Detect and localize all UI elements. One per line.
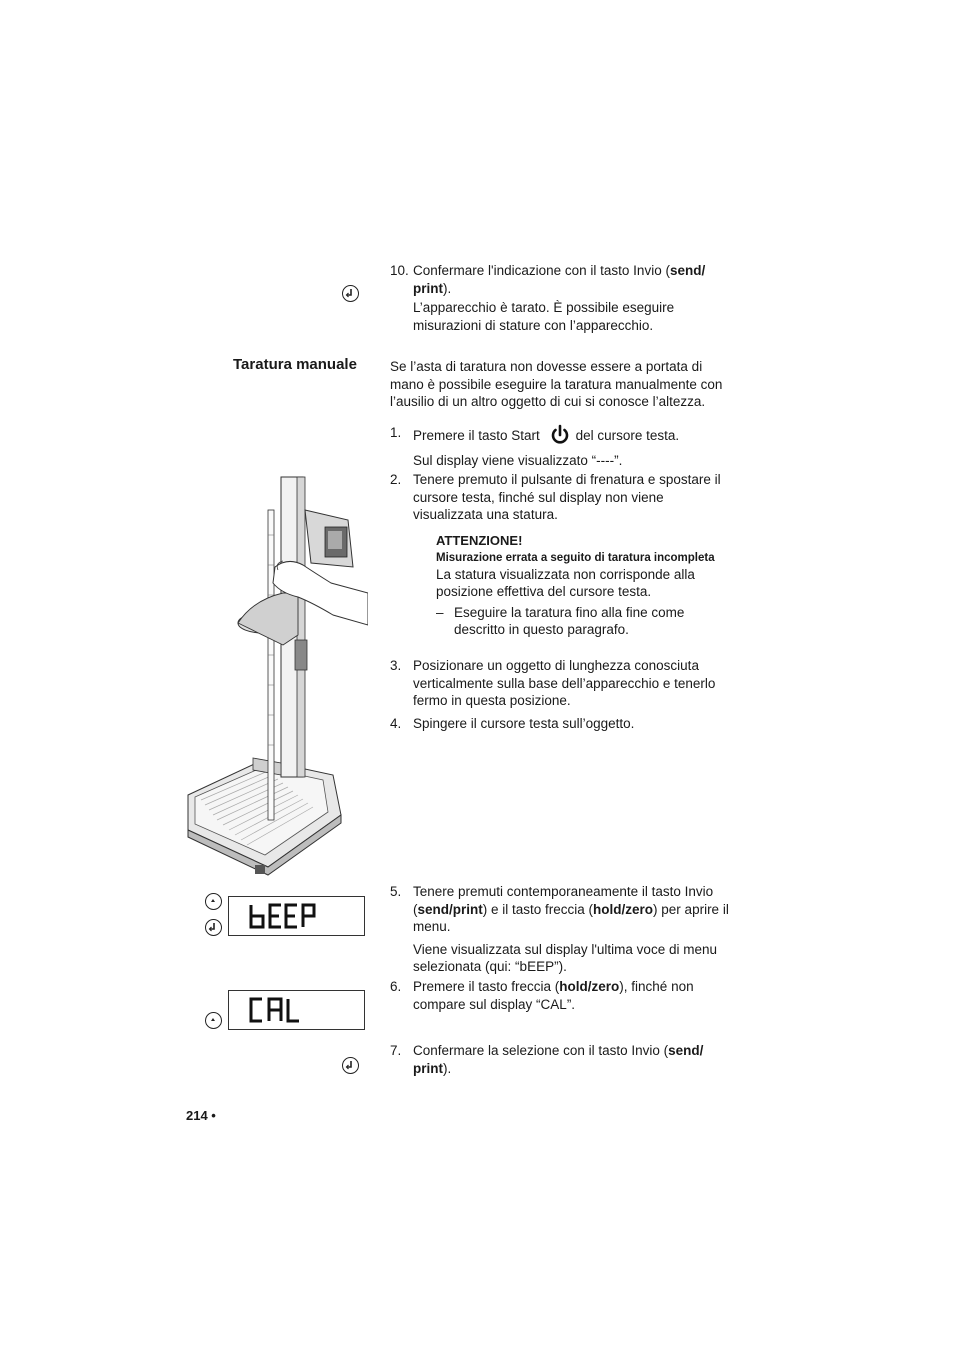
intro-paragraph: Se l’asta di taratura non dovesse essere a portata di mano è possibile eseguire la taratura manualmente con l’ausilio di un altro oggetto di cui si conosce l’altezza. [390, 359, 723, 409]
step-number: 5. [390, 884, 402, 899]
step-2: 2. Tenere premuto il pulsante di frenatura e spostare il cursore testa, finché sul display non viene visualizzata una statura. [390, 472, 721, 522]
step-number: 7. [390, 1043, 402, 1058]
section-heading: Taratura manuale [233, 356, 357, 373]
power-icon [549, 424, 571, 446]
enter-key-icon [342, 285, 359, 302]
page-number: 214 • [186, 1108, 216, 1123]
step-10: 10. Confermare l'indicazione con il tasto Invio (send/ print). L’apparecchio è tarato. È possibile eseguire misurazioni di stature con l’apparecchio. [390, 262, 735, 334]
display-beep [228, 896, 365, 936]
display-cal [228, 990, 365, 1030]
lcd-beep-text [229, 897, 363, 934]
step-number: 3. [390, 658, 402, 673]
warning-bullet: – Eseguire la taratura fino alla fine come descritto in questo paragrafo. [436, 604, 685, 637]
step-7: 7. Confermare la selezione con il tasto Invio (send/ print). [390, 1043, 704, 1076]
warning-body: La statura visualizzata non corrisponde alla posizione effettiva del cursore testa. [436, 566, 695, 599]
stadiometer-illustration [183, 475, 368, 880]
enter-key-icon [342, 1057, 359, 1074]
step-5: 5. Tenere premuti contemporaneamente il tasto Invio (send/print) e il tasto freccia (hold/zero) per aprire il menu. Viene visualizzata sul display l'ultima voce di menu selezionata (qui: “bEEP”). [390, 883, 735, 976]
arrow-key-icon [205, 893, 222, 910]
step-4: 4. Spingere il cursore testa sull’oggetto. [390, 716, 635, 731]
step-6: 6. Premere il tasto freccia (hold/zero), finché non compare sul display “CAL”. [390, 979, 694, 1012]
step-result: Viene visualizzata sul display l'ultima voce di menu selezionata (qui: “bEEP”). [413, 941, 717, 974]
step-number: 4. [390, 716, 402, 731]
step-1: 1. Premere il tasto Start del cursore testa. Sul display viene visualizzato “----”. [390, 424, 735, 470]
step-result: Sul display viene visualizzato “----”. [413, 453, 623, 468]
warning-subtitle: Misurazione errata a seguito di taratura incompleta [436, 551, 715, 564]
warning-box [436, 532, 736, 639]
enter-key-icon [205, 919, 222, 936]
step-result: L’apparecchio è tarato. È possibile eseguire misurazioni di stature con l’apparecchio. [413, 300, 675, 333]
warning-title: ATTENZIONE! [436, 533, 523, 548]
step-number: 1. [390, 425, 402, 440]
arrow-key-icon [205, 1012, 222, 1029]
step-number: 10. [390, 263, 409, 278]
step-3: 3. Posizionare un oggetto di lunghezza conosciuta verticalmente sulla base dell’apparecchio e tenerlo fermo in questa posizione. [390, 658, 716, 708]
step-number: 2. [390, 472, 402, 487]
step-number: 6. [390, 979, 402, 994]
lcd-cal-text [229, 991, 363, 1028]
